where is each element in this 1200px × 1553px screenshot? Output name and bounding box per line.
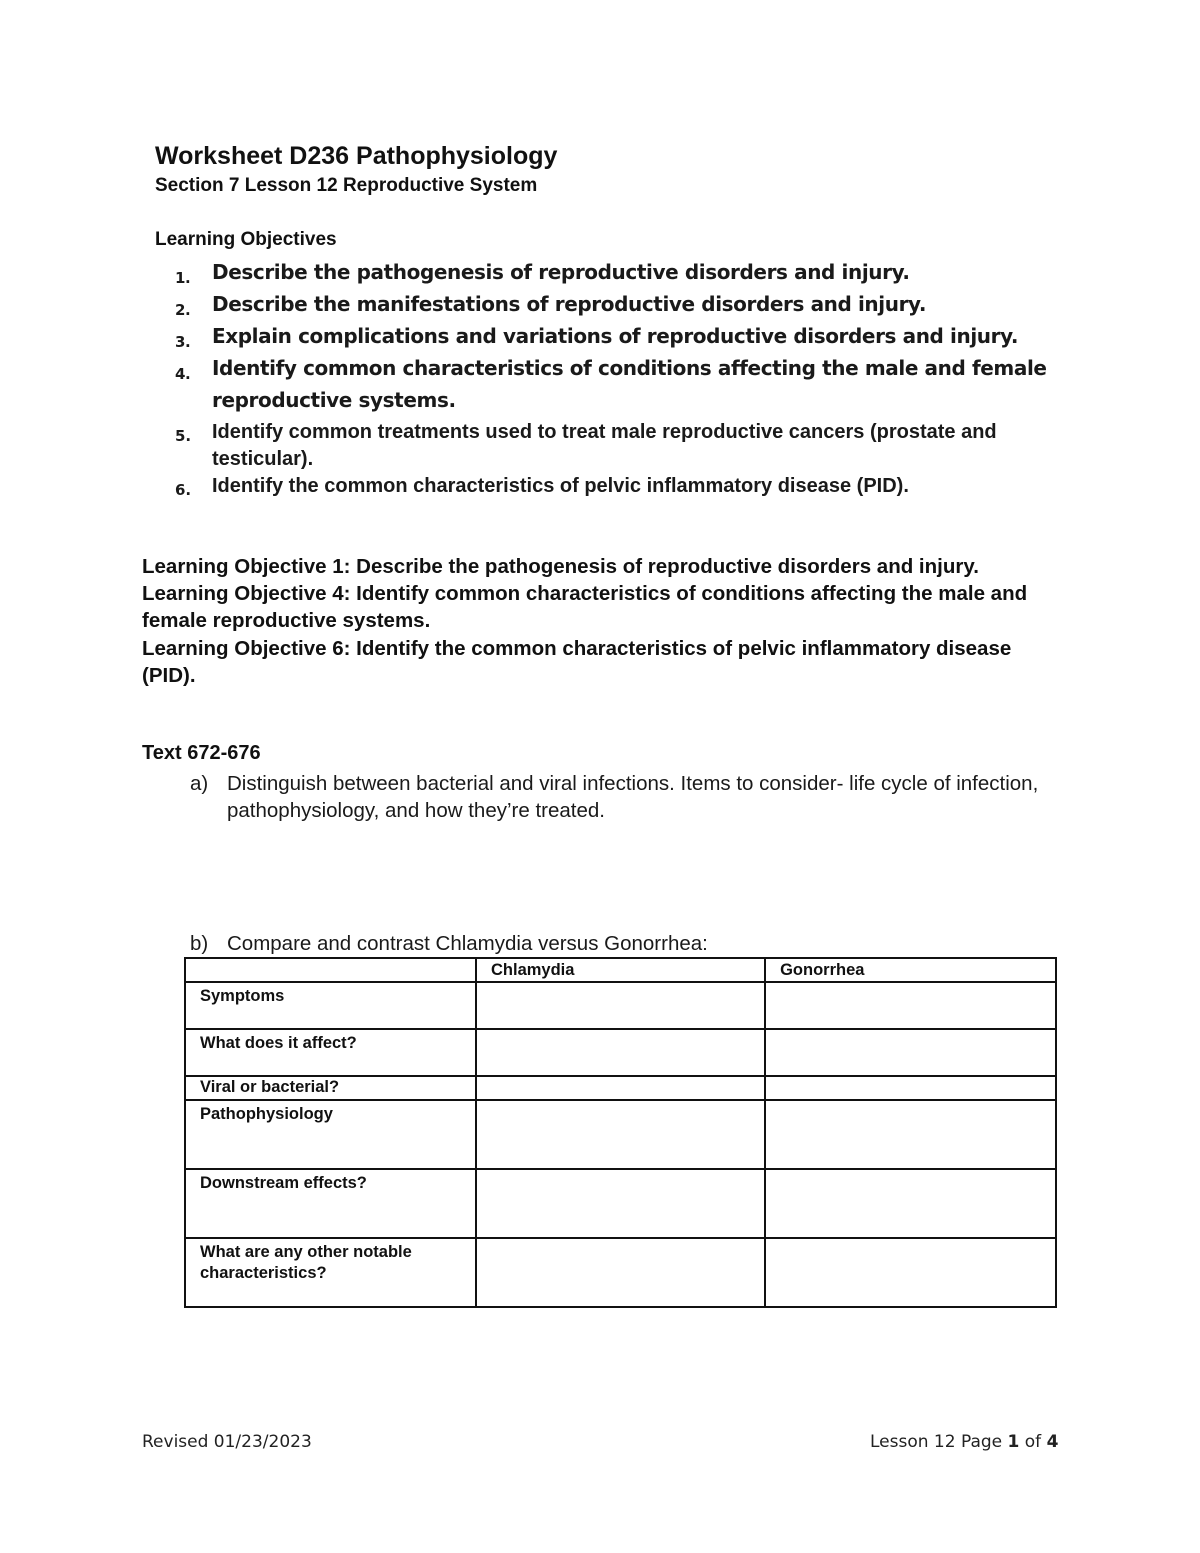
objective-item bbox=[172, 352, 1052, 416]
gonorrhea-cell[interactable] bbox=[765, 1100, 1056, 1169]
chlamydia-cell[interactable] bbox=[476, 1076, 765, 1100]
table-row bbox=[185, 1238, 1056, 1307]
row-label: Viral or bacterial? bbox=[185, 1076, 476, 1100]
text-reference: Text 672-676 bbox=[142, 742, 261, 764]
focus-objective-text: Identify common characteristics of conditions affecting the male and female reproductive systems. bbox=[142, 582, 1028, 633]
chlamydia-cell[interactable] bbox=[476, 1169, 765, 1238]
focus-objective bbox=[142, 553, 1047, 580]
focus-objective bbox=[142, 580, 1047, 634]
objective-text: Identify common characteristics of conditions affecting the male and female reproductive systems. bbox=[212, 356, 1047, 412]
footer-page-number bbox=[870, 1432, 1058, 1452]
objective-number: 6. bbox=[175, 481, 192, 499]
objective-number: 5. bbox=[175, 427, 192, 445]
objective-number: 2. bbox=[175, 301, 191, 319]
table-row bbox=[185, 1100, 1056, 1169]
footer-page-of: of bbox=[1019, 1432, 1047, 1452]
table-header-row bbox=[185, 958, 1056, 982]
gonorrhea-cell[interactable] bbox=[765, 1029, 1056, 1076]
table-row bbox=[185, 982, 1056, 1029]
objective-text: Describe the manifestations of reproductive disorders and injury. bbox=[212, 292, 927, 316]
focus-objective-label: Learning Objective 6: bbox=[142, 636, 351, 660]
question-text: Distinguish between bacterial and viral infections. Items to consider- life cycle of infection, pathophysiology, and how they’re treated. bbox=[227, 772, 1039, 822]
footer-page-current: 1 bbox=[1007, 1432, 1020, 1452]
objective-text: Explain complications and variations of reproductive disorders and injury. bbox=[212, 324, 1019, 348]
focus-objective-label: Learning Objective 4: bbox=[142, 582, 351, 606]
comparison-table bbox=[184, 957, 1057, 1308]
objective-item bbox=[172, 288, 1052, 320]
chlamydia-cell[interactable] bbox=[476, 982, 765, 1029]
page-title: Worksheet D236 Pathophysiology bbox=[155, 142, 558, 170]
objective-text: Describe the pathogenesis of reproductive disorders and injury. bbox=[212, 260, 910, 284]
question-letter: a) bbox=[190, 772, 209, 795]
chlamydia-cell[interactable] bbox=[476, 1029, 765, 1076]
question-letter: b) bbox=[190, 932, 209, 955]
objective-item bbox=[172, 419, 1052, 473]
table-row bbox=[185, 1029, 1056, 1076]
focus-objective-label: Learning Objective 1: bbox=[142, 555, 351, 578]
chlamydia-cell[interactable] bbox=[476, 1100, 765, 1169]
footer-page-total: 4 bbox=[1046, 1432, 1059, 1452]
table-header-gonorrhea: Gonorrhea bbox=[765, 958, 1056, 982]
page-subtitle: Section 7 Lesson 12 Reproductive System bbox=[155, 175, 538, 196]
focus-objective-text: Identify the common characteristics of pelvic inflammatory disease (PID). bbox=[142, 636, 1012, 687]
objective-text: Identify common treatments used to treat male reproductive cancers (prostate and testicular). bbox=[212, 421, 997, 470]
gonorrhea-cell[interactable] bbox=[765, 982, 1056, 1029]
objective-item bbox=[172, 473, 1052, 500]
objective-number: 1. bbox=[175, 269, 191, 287]
gonorrhea-cell[interactable] bbox=[765, 1169, 1056, 1238]
objective-number: 3. bbox=[175, 333, 191, 351]
objective-item bbox=[172, 320, 1052, 352]
table-row bbox=[185, 1076, 1056, 1100]
question-b bbox=[190, 930, 1050, 957]
focus-objectives bbox=[142, 553, 1047, 689]
row-label: What does it affect? bbox=[185, 1029, 476, 1076]
learning-objectives-list bbox=[172, 256, 1052, 500]
chlamydia-cell[interactable] bbox=[476, 1238, 765, 1307]
objective-number: 4. bbox=[175, 365, 191, 383]
footer-page-prefix: Lesson 12 Page bbox=[870, 1432, 1008, 1452]
objective-text: Identify the common characteristics of pelvic inflammatory disease (PID). bbox=[212, 475, 909, 497]
focus-objective bbox=[142, 635, 1047, 689]
row-label: Symptoms bbox=[185, 982, 476, 1029]
question-text: Compare and contrast Chlamydia versus Gonorrhea: bbox=[227, 932, 708, 955]
objective-item bbox=[172, 256, 1052, 288]
row-label: Pathophysiology bbox=[185, 1100, 476, 1169]
gonorrhea-cell[interactable] bbox=[765, 1238, 1056, 1307]
table-header-chlamydia: Chlamydia bbox=[476, 958, 765, 982]
gonorrhea-cell[interactable] bbox=[765, 1076, 1056, 1100]
focus-objective-text: Describe the pathogenesis of reproductive disorders and injury. bbox=[350, 555, 979, 578]
row-label: What are any other notable characteristics? bbox=[185, 1238, 476, 1307]
learning-objectives-heading: Learning Objectives bbox=[155, 229, 337, 250]
table-row bbox=[185, 1169, 1056, 1238]
question-a bbox=[190, 770, 1050, 824]
footer-revised-date: Revised 01/23/2023 bbox=[142, 1432, 312, 1452]
row-label: Downstream effects? bbox=[185, 1169, 476, 1238]
table-header-blank bbox=[185, 958, 476, 982]
